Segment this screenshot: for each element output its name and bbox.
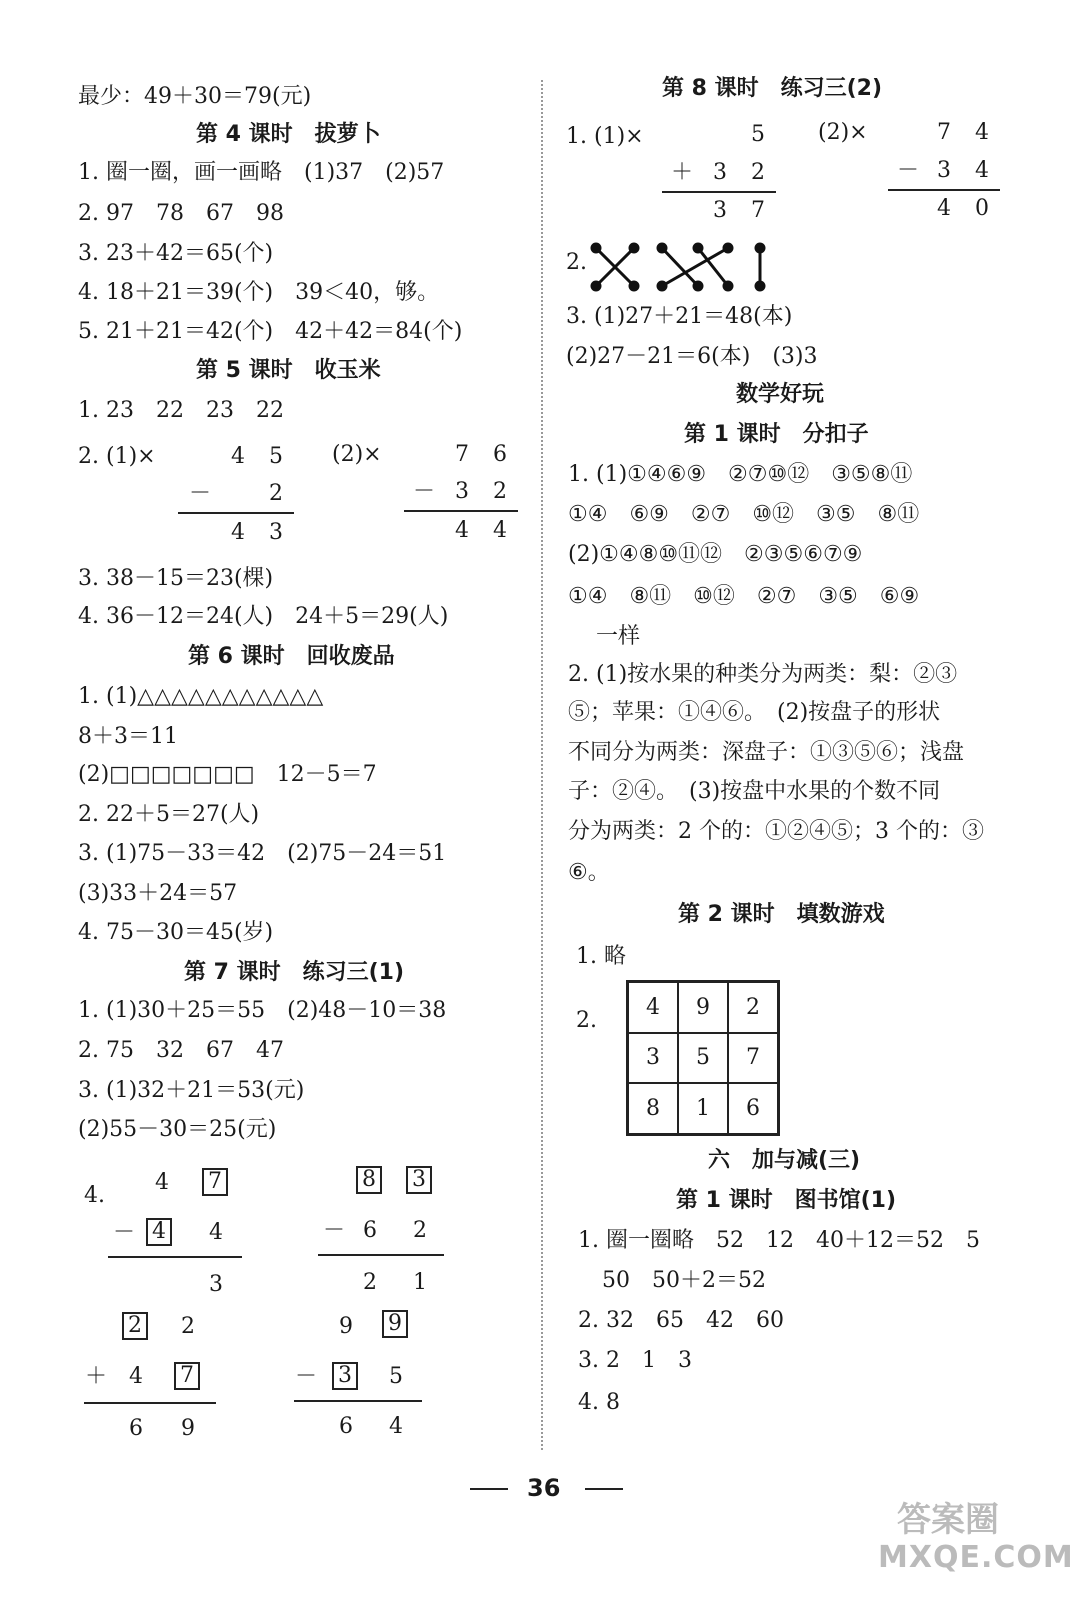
question-number: 2. <box>566 250 587 275</box>
digit: 2 <box>751 160 765 185</box>
filled-box: 3 <box>406 1166 432 1194</box>
operator: － <box>412 479 435 504</box>
answer-line: 子：②④。 (3)按盘中水果的个数不同 <box>568 779 941 804</box>
operator: ＋ <box>84 1364 107 1389</box>
digit: 4 <box>493 518 507 543</box>
digit: 4 <box>937 196 951 221</box>
sum-line <box>404 510 518 512</box>
digit: 1 <box>413 1270 427 1295</box>
sum-line <box>662 191 776 193</box>
magic-square-grid <box>626 980 780 1136</box>
grid-cell: 7 <box>728 1033 778 1084</box>
digit: 7 <box>751 198 765 223</box>
unit-heading: 六 加与减(三) <box>708 1148 861 1173</box>
lesson-heading-1: 第 1 课时 分扣子 <box>684 422 869 447</box>
answer-line: 分为两类：2 个的：①②④⑤；3 个的：③ <box>568 819 984 844</box>
question-number: 4. <box>84 1183 105 1208</box>
answer-line: 3. (1)27＋21＝48(本) <box>566 304 793 329</box>
digit: 2 <box>493 479 507 504</box>
answer-line: (2)× <box>332 442 382 467</box>
answer-line: 2. (1)× <box>78 444 156 469</box>
answer-line: 1. 圈一圈略 52 12 40＋12＝52 5 <box>578 1228 980 1253</box>
sum-line <box>84 1402 216 1404</box>
digit: 4 <box>209 1220 223 1245</box>
answer-line: (2)①④⑧⑩⑪⑫ ②③⑤⑥⑦⑨ <box>568 542 863 567</box>
grid-cell: 2 <box>728 982 778 1033</box>
operator: － <box>322 1218 345 1243</box>
answer-line: 最少：49＋30＝79(元) <box>78 84 312 109</box>
answer-line: 1. (1)①④⑥⑨ ②⑦⑩⑫ ③⑤⑧⑪ <box>568 462 913 487</box>
answer-line: 一样 <box>596 624 641 649</box>
answer-line: 4. 36－12＝24(人) 24＋5＝29(人) <box>78 604 449 629</box>
digit: 5 <box>269 444 283 469</box>
digit: 3 <box>713 198 727 223</box>
filled-box: 4 <box>146 1218 172 1246</box>
answer-line: 1. 23 22 23 22 <box>78 398 284 423</box>
digit: 3 <box>209 1272 223 1297</box>
digit: 2 <box>363 1270 377 1295</box>
page-number-dash <box>470 1488 508 1490</box>
answer-line: (2)27－21＝6(本) (3)3 <box>566 344 818 369</box>
filled-box: 3 <box>332 1362 358 1390</box>
answer-line: 4. 8 <box>578 1390 620 1415</box>
operator: － <box>294 1364 317 1389</box>
section-heading: 数学好玩 <box>736 382 825 407</box>
lesson-heading-6: 第 6 课时 回收废品 <box>188 644 395 669</box>
answer-line: (2)55－30＝25(元) <box>78 1117 277 1142</box>
answer-line: 3. 38－15＝23(棵) <box>78 566 274 591</box>
digit: 4 <box>389 1414 403 1439</box>
answer-line: ①④ ⑥⑨ ②⑦ ⑩⑫ ③⑤ ⑧⑪ <box>568 502 920 527</box>
answer-line: 50 50＋2＝52 <box>602 1268 766 1293</box>
answer-line: 2. 97 78 67 98 <box>78 201 284 226</box>
digit: 4 <box>231 520 245 545</box>
digit: 2 <box>413 1218 427 1243</box>
digit: 4 <box>975 158 989 183</box>
sum-line <box>108 1256 242 1258</box>
lesson-heading-6-1: 第 1 课时 图书馆(1) <box>676 1188 897 1213</box>
operator: － <box>112 1220 135 1245</box>
digit: 0 <box>975 196 989 221</box>
watermark-logo: 答案圈 <box>897 1500 999 1540</box>
sum-line <box>888 189 1000 191</box>
digit: 6 <box>363 1218 377 1243</box>
answer-line: (2)× <box>818 120 868 145</box>
filled-box: 7 <box>202 1168 228 1196</box>
answer-line: 2. 32 65 42 60 <box>578 1308 784 1333</box>
digit: 5 <box>389 1364 403 1389</box>
answer-line: ①④ ⑧⑪ ⑩⑫ ②⑦ ③⑤ ⑥⑨ <box>568 584 920 609</box>
answer-line: 4. 75－30＝45(岁) <box>78 920 274 945</box>
answer-line: 3. (1)32＋21＝53(元) <box>78 1078 305 1103</box>
lesson-heading-2: 第 2 课时 填数游戏 <box>678 902 885 927</box>
lesson-heading-7: 第 7 课时 练习三(1) <box>184 960 405 985</box>
column-divider <box>541 80 543 1450</box>
grid-cell: 6 <box>728 1083 778 1134</box>
answer-line: 1. 圈一圈，画一画略 (1)37 (2)57 <box>78 160 445 185</box>
digit: 4 <box>129 1364 143 1389</box>
grid-cell: 8 <box>628 1083 678 1134</box>
digit: 7 <box>455 442 469 467</box>
answer-line: 2. (1)按水果的种类分为两类：梨：②③ <box>568 662 958 687</box>
grid-cell: 4 <box>628 982 678 1033</box>
lesson-heading-5: 第 5 课时 收玉米 <box>196 358 381 383</box>
digit: 4 <box>231 444 245 469</box>
filled-box: 9 <box>382 1310 408 1338</box>
answer-line: 1. 略 <box>576 944 626 969</box>
lesson-heading-4: 第 4 课时 拔萝卜 <box>196 122 381 147</box>
watermark-url: MXQE.COM <box>878 1540 1074 1575</box>
answer-line: 1. (1)30＋25＝55 (2)48－10＝38 <box>78 998 447 1023</box>
lesson-heading-8: 第 8 课时 练习三(2) <box>662 76 883 101</box>
digit: 3 <box>713 160 727 185</box>
answer-line: (2)□□□□□□□ 12－5＝7 <box>78 762 377 787</box>
answer-line: 3. 23＋42＝65(个) <box>78 241 274 266</box>
digit: 7 <box>937 120 951 145</box>
operator: ＋ <box>670 160 693 185</box>
question-number: 2. <box>576 1008 597 1033</box>
matching-lines-diagram <box>588 240 778 294</box>
digit: 9 <box>181 1416 195 1441</box>
answer-line: 3. (1)75－33＝42 (2)75－24＝51 <box>78 841 447 866</box>
answer-line: 5. 21＋21＝42(个) 42＋42＝84(个) <box>78 319 463 344</box>
digit: 3 <box>455 479 469 504</box>
digit: 4 <box>975 120 989 145</box>
digit: 9 <box>339 1314 353 1339</box>
digit: 6 <box>493 442 507 467</box>
digit: 4 <box>155 1170 169 1195</box>
page-number-dash <box>585 1488 623 1490</box>
answer-line: 1. (1)△△△△△△△△△△△ <box>78 684 324 709</box>
answer-line: 2. 22＋5＝27(人) <box>78 802 260 827</box>
answer-line: 3. 2 1 3 <box>578 1348 692 1373</box>
digit: 3 <box>269 520 283 545</box>
answer-line: 2. 75 32 67 47 <box>78 1038 284 1063</box>
answer-line: ⑤；苹果：①④⑥。 (2)按盘子的形状 <box>568 700 941 725</box>
answer-line: (3)33＋24＝57 <box>78 881 238 906</box>
digit: 5 <box>751 122 765 147</box>
digit: 6 <box>129 1416 143 1441</box>
sum-line <box>318 1254 444 1256</box>
page-number: 36 <box>527 1474 561 1502</box>
grid-cell: 9 <box>678 982 728 1033</box>
filled-box: 2 <box>122 1312 148 1340</box>
filled-box: 7 <box>174 1362 200 1390</box>
sum-line <box>294 1400 422 1402</box>
answer-line: 4. 18＋21＝39(个) 39＜40，够。 <box>78 280 440 305</box>
operator: － <box>896 158 919 183</box>
digit: 3 <box>937 158 951 183</box>
digit: 4 <box>455 518 469 543</box>
operator: － <box>188 481 211 506</box>
sum-line <box>178 512 294 514</box>
answer-line: 不同分为两类：深盘子：①③⑤⑥；浅盘 <box>568 740 965 765</box>
grid-cell: 5 <box>678 1033 728 1084</box>
digit: 2 <box>269 481 283 506</box>
answer-line: 1. (1)× <box>566 124 644 149</box>
grid-cell: 1 <box>678 1083 728 1134</box>
grid-cell: 3 <box>628 1033 678 1084</box>
filled-box: 8 <box>356 1166 382 1194</box>
answer-line: 8＋3＝11 <box>78 724 178 749</box>
answer-line: ⑥。 <box>568 860 610 885</box>
digit: 2 <box>181 1314 195 1339</box>
digit: 6 <box>339 1414 353 1439</box>
